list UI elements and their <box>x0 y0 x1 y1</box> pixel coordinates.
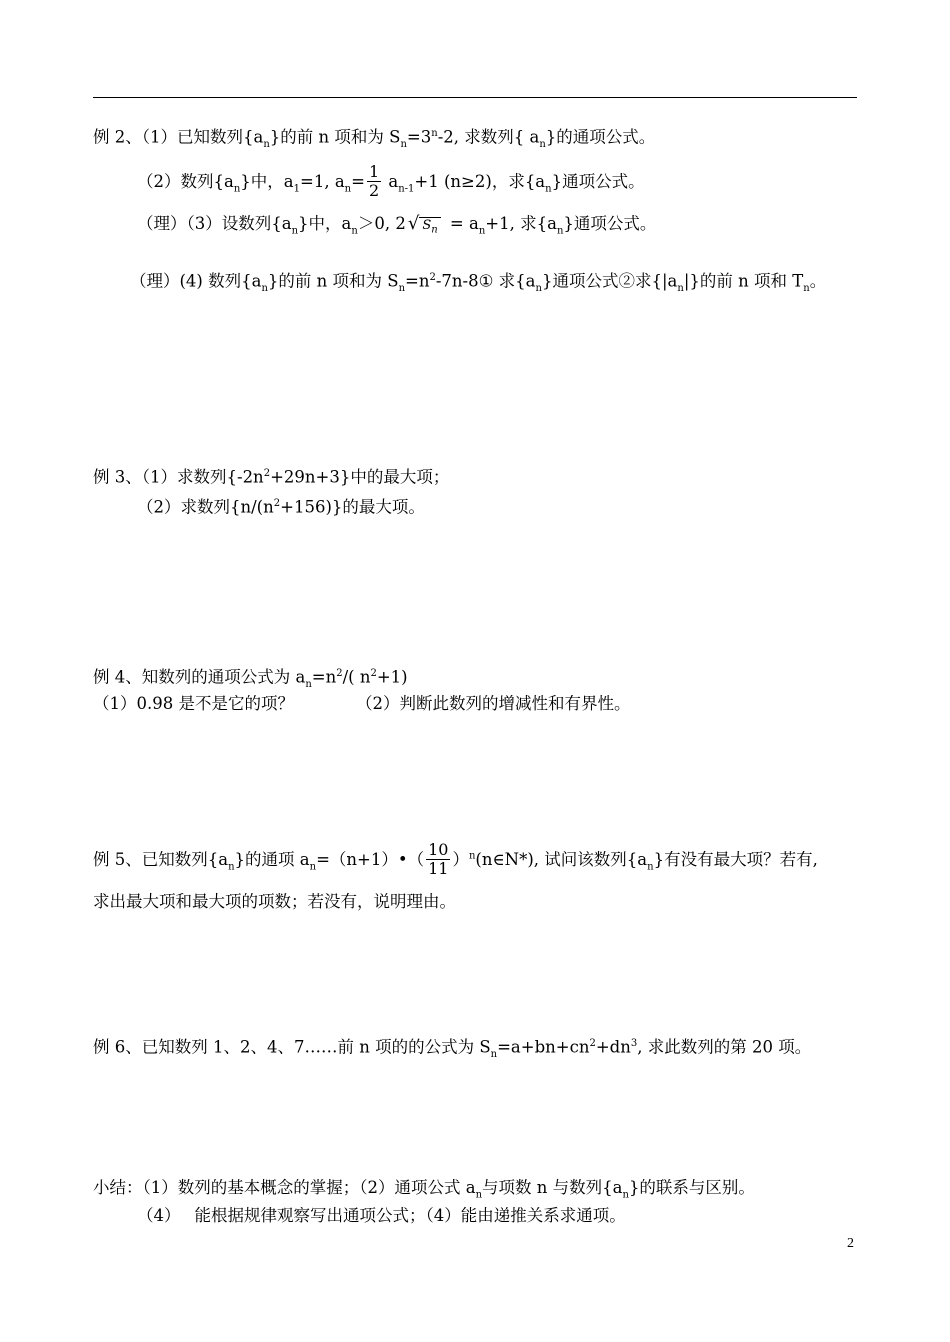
summary-line2: （4） 能根据规律观察写出通项公式；（4）能由递推关系求通项。 <box>137 1206 626 1225</box>
ex5-line1: 例 5、已知数列$\{a_n\}$的通项 $a_n=(n+1)•$（ $\frac{10}{11}$ ）$^n$(n∈N*), 试问该数列$\{a_n\}$有没有最大项？若有, <box>93 840 818 878</box>
ex4-line2: （1）0.98 是不是它的项？ （2）判断此数列的增减性和有界性。 <box>93 694 631 713</box>
fraction-one-half: $\frac{1}{2}$ <box>368 162 380 200</box>
ex2-line3: （理）（3）设数列$\{a_n\}$中，$a_n>0$, 2 √ $S_n = a_n+1$, 求$\{a_n\}$通项公式。 <box>137 214 656 241</box>
summary-line1: 小结：（1）数列的基本概念的掌握；（2）通项公式 $a_n$与项数 n 与数列$\{a_n\}$的联系与区别。 <box>93 1178 755 1201</box>
ex6-line: 例 6、已知数列 1、2、4、7……前 n 项的的公式为 $S_n=a+bn+cn^2+dn^3$, 求此数列的第 20 项。 <box>93 1037 812 1060</box>
page-number: 2 <box>847 1236 854 1251</box>
header-rule <box>93 97 857 98</box>
ex3-line1: 例 3、（1）求数列$\{-2n^2+29n+3\}$中的最大项； <box>93 467 450 487</box>
ex3-line2: （2）求数列$\{n/(n^2+156)\}$的最大项。 <box>137 497 425 517</box>
ex2-line2: （2）数列$\{a_n\}$中，$a_1=1$, $a_n=$ $\frac{1}{2}$ $a_{n-1}+1$ (n≥2)，求$\{a_n\}$通项公式。 <box>137 162 645 200</box>
ex2-line1: 例 2、（1）已知数列$\{a_n\}$的前 n 项和为 $S_n=3^n-2$, 求数列{ $a_n$}的通项公式。 <box>93 127 656 150</box>
sqrt-sn: √ $S_n$ <box>408 214 441 241</box>
ex4-line1: 例 4、知数列的通项公式为 $a_n=n^2/$( $n^2+1$) <box>93 667 408 690</box>
ex5-line2: 求出最大项和最大项的项数；若没有，说明理由。 <box>93 892 456 911</box>
ex2-line4: （理）(4) 数列$\{a_n\}$的前 n 项和为 $S_n=n^2-7n-8①$ 求$\{a_n\}$通项公式②求$\{|a_n|\}$的前 n 项和 $T_n$。 <box>130 271 827 294</box>
fraction-ten-elevenths: $\frac{10}{11}$ <box>428 840 449 878</box>
